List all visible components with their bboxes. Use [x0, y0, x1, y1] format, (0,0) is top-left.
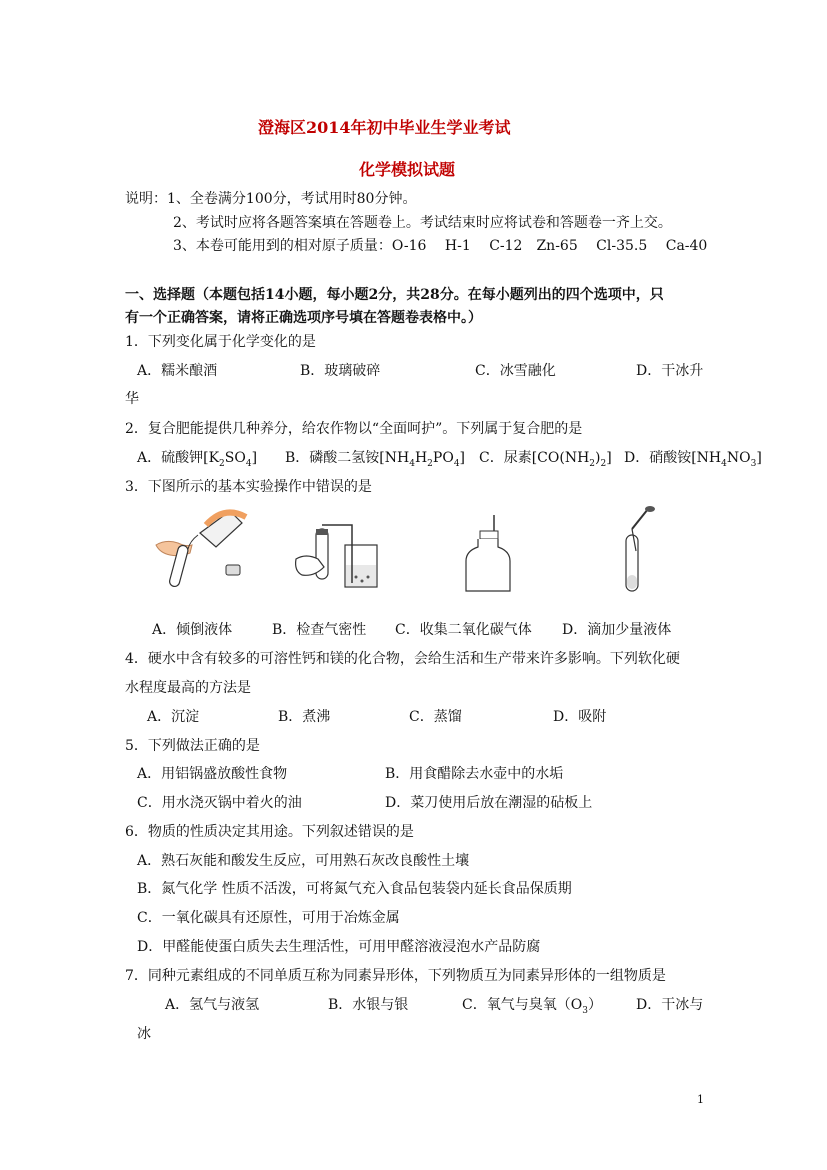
- q7-option-b: B．水银与银: [328, 997, 409, 1013]
- figure-pour-liquid: [150, 505, 250, 595]
- q5-option-d: D．菜刀使用后放在潮湿的砧板上: [385, 795, 593, 811]
- q2-option-d: D．硝酸铵$[NH_4NO_3]$: [624, 450, 762, 469]
- page-title: 澄海区2014年初中毕业生学业考试: [258, 118, 511, 137]
- q6-stem: 6．物质的性质决定其用途。下列叙述错误的是: [125, 824, 414, 840]
- q1-option-b: B．玻璃破碎: [300, 363, 381, 379]
- q1-option-d-wrap: 华: [125, 391, 139, 407]
- q5-option-b: B．用食醋除去水壶中的水垢: [385, 766, 564, 782]
- q3-stem: 3．下图所示的基本实验操作中错误的是: [125, 479, 372, 495]
- page-subtitle: 化学模拟试题: [359, 160, 456, 179]
- q3-option-a: A．倾倒液体: [152, 622, 233, 638]
- q2-option-b: B．磷酸二氢铵$[NH_4H_2PO_4]$: [285, 450, 466, 469]
- q4-option-b: B．煮沸: [278, 709, 331, 725]
- q1-option-a: A．糯米酿酒: [137, 363, 218, 379]
- figure-airtightness-check: [290, 515, 385, 595]
- q3-option-c: C．收集二氧化碳气体: [395, 622, 532, 638]
- note-2: 2、考试时应将各题答案填在答题卷上。考试结束时应将试卷和答题卷一齐上交。: [173, 215, 672, 231]
- q3-option-b: B．检查气密性: [272, 622, 367, 638]
- section-heading-line1: 一、选择题（本题包括14小题，每小题2分，共28分。在每小题列出的四个选项中，只: [125, 287, 664, 303]
- q7-option-c: C．氧气与臭氧$(O_3)$: [462, 997, 602, 1016]
- q4-option-c: C．蒸馏: [409, 709, 462, 725]
- q7-option-a: A．氢气与液氢: [165, 997, 260, 1013]
- note-3: 3、本卷可能用到的相对原子质量：O-16 H-1 C-12 Zn-65 Cl-35.5 Ca-40: [173, 238, 708, 254]
- q2-option-a: A．硫酸钾$[K_2SO_4]$: [137, 450, 258, 469]
- section-heading-line2: 有一个正确答案，请将正确选项序号填在答题卷表格中。）: [125, 310, 482, 326]
- q4-option-a: A．沉淀: [147, 709, 200, 725]
- q7-stem: 7．同种元素组成的不同单质互称为同素异形体，下列物质互为同素异形体的一组物质是: [125, 968, 666, 984]
- q5-option-a: A．用铝锅盛放酸性食物: [137, 766, 288, 782]
- q4-stem-line2: 水程度最高的方法是: [125, 680, 251, 696]
- q6-option-d: D．甲醛能使蛋白质失去生理活性，可用甲醛溶液浸泡水产品防腐: [137, 939, 541, 955]
- q6-option-b: B．氮气化学 性质不活泼，可将氮气充入食品包装袋内延长食品保质期: [137, 881, 572, 897]
- q4-option-d: D．吸附: [553, 709, 607, 725]
- q1-option-d: D．干冰升: [636, 363, 704, 379]
- q1-option-c: C．冰雪融化: [475, 363, 556, 379]
- q5-option-c: C．用水浇灭锅中着火的油: [137, 795, 302, 811]
- note-1: 说明：1、全卷满分100分，考试用时80分钟。: [125, 191, 417, 207]
- q6-option-c: C．一氧化碳具有还原性，可用于冶炼金属: [137, 910, 400, 926]
- q3-option-d: D．滴加少量液体: [562, 622, 672, 638]
- figure-dropper: [612, 505, 662, 595]
- q4-stem-line1: 4．硬水中含有较多的可溶性钙和镁的化合物，会给生活和生产带来许多影响。下列软化硬: [125, 651, 680, 667]
- q2-option-c: C．尿素$[CO(NH_2)_2]$: [479, 450, 612, 469]
- q1-stem: 1．下列变化属于化学变化的是: [125, 334, 316, 350]
- q7-option-d-wrap: 冰: [137, 1026, 151, 1042]
- q5-stem: 5．下列做法正确的是: [125, 738, 260, 754]
- q7-option-d: D．干冰与: [636, 997, 704, 1013]
- page-number: 1: [697, 1093, 704, 1106]
- figure-collect-co2: [458, 515, 518, 595]
- q6-option-a: A．熟石灰能和酸发生反应，可用熟石灰改良酸性土壤: [137, 853, 470, 869]
- q2-stem: 2．复合肥能提供几种养分，给农作物以“全面呵护”。下列属于复合肥的是: [125, 421, 583, 437]
